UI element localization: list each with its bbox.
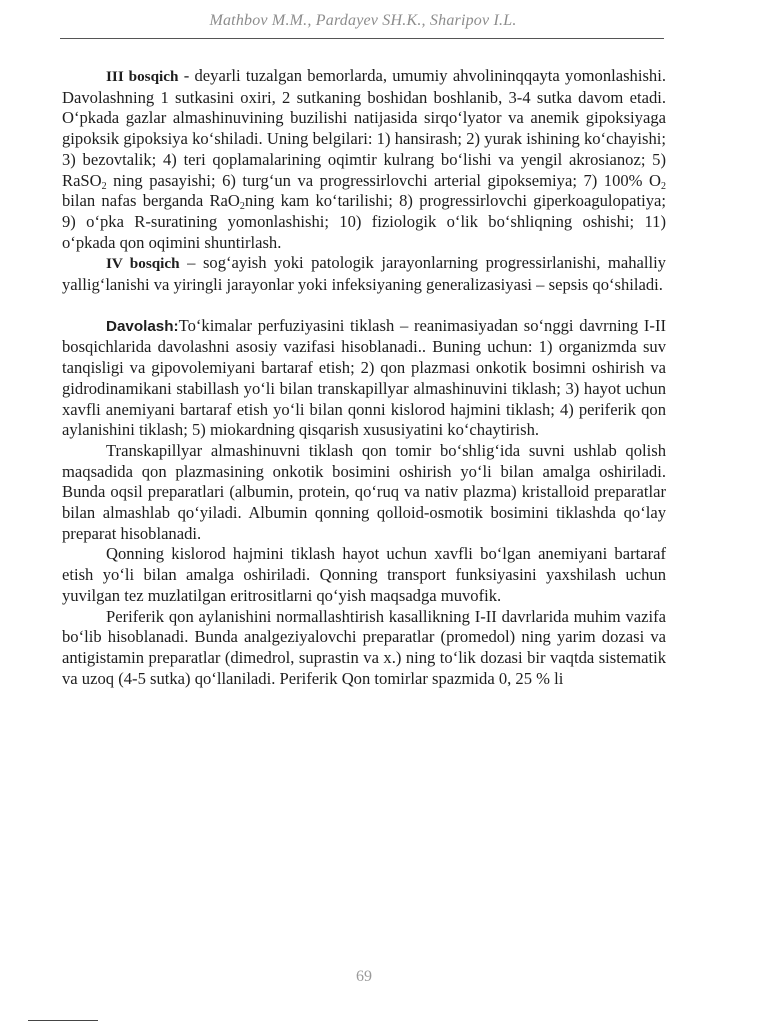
paragraph-peripheral-circulation: Periferik qon aylanishini normallashtirish kasallikning I-II davrlarida muhim vazifa bo‘lib hisoblanadi. Bunda analgeziyalovchi preparatlar (promedol) ning yarim dozasi va antigistamin preparatlar (dimedrol, suprastin va x.) ning to‘lik dozasi bir vaqtda sistematik va uzoq (4-5 sutka) qo‘llaniladi. Periferik Qon tomirlar spazmida 0, 25 % li	[62, 606, 666, 688]
stage-3-text-3: bilan nafas berganda RaO	[62, 191, 240, 211]
paragraph-stage-4	[62, 253, 666, 295]
treatment-text: To‘kimalar perfuziyasini tiklash – reanimasiyadan so‘nggi davrning I-II bosqichlarida davolashni asosiy vazifasi hisoblanadi.. Buning uchun: 1) organizmda suv tanqisligi va gipovolemiyani bartaraf etish; 2) qon plazmasi onkotik bosimni oshirish va gidrodinamikani stabillash yo‘li bilan transkapillyar almashinuvini tiklash; 3) hayot uchun xavfli anemiyani bartaraf etish yo‘li bilan qonni kislorod hajmini tiklash; 4) periferik qon aylanishini tiklash; 5) miokardning qisqarish xususiyatini ko‘chaytirish.	[62, 315, 666, 440]
stage-3-text: - deyarli tuzalgan bemorlarda, umumiy ahvolininqqayta yomonlashishi. Davolashning 1 sutkasini oxiri, 2 sutkaning boshidan boshlanib, 3-4 sutka davom etadi. O‘pkada gazlar almashinuvining buzilishi natijasida sirqo‘lyator va anemik gipoksiyaga gipoksik gipoksiya ko‘shiladi. Uning belgilari: 1) hansirash; 2) yurak ishining ko‘chayishi; 3) bezovtalik; 4) teri qoplamalarining oqimtir kulrang bo‘lishi va yengil akrosianoz; 5) RaSO	[62, 66, 666, 190]
stage-3-text-2: ning pasayishi; 6) turg‘un va progressirlovchi arterial gipoksemiya; 7) 100% O	[106, 170, 661, 190]
running-head: Mathbov M.M., Pardayev SH.K., Sharipov I.L.	[209, 12, 517, 29]
page-number: 69	[356, 968, 372, 985]
paragraph-transcapillary: Transkapillyar almashinuvni tiklash qon tomir bo‘shlig‘ida suvni ushlab qolish maqsadida qon plazmasining onkotik bosimini oshirish yo‘li bilan amalga oshiriladi. Bunda oqsil preparatlari (albumin, protein, qo‘ruq va nativ plazma) kristalloid preparatlar bilan almashlab qo‘yiladi. Albumin qonning qolloid-osmotik bosimini tiklashda qo‘lay preparat hisoblanadi.	[62, 440, 666, 543]
subscript-2-b: 2	[661, 180, 666, 192]
paragraph-stage-3	[62, 66, 666, 253]
stage-4-label: IV bosqich	[106, 255, 180, 273]
subscript-2-a: 2	[101, 180, 107, 192]
paragraph-oxygen-capacity: Qonning kislorod hajmini tiklash hayot uchun xavfli bo‘lgan anemiyani bartaraf etish yo‘li bilan amalga oshiriladi. Qonning transport funksiyasini yaxshilash uchun yuvilgan tez muzlatilgan eritrositlarni qo‘yish maqsadga muvofik.	[62, 544, 666, 605]
header-rule	[60, 38, 664, 39]
stage-3-label: III bosqich	[106, 68, 179, 85]
body-text	[62, 66, 666, 689]
subscript-2-c: 2	[239, 201, 245, 213]
footer-rule	[28, 1020, 98, 1021]
stage-3-text-4: ning kam ko‘tarilishi; 8) progressirlovchi giperkoagulopatiya; 9) o‘pka R-suratining yomonlashishi; 10) fiziologik o‘lik bo‘shliqning oshishi; 11) o‘pkada qon oqimini shuntirlash.	[62, 191, 666, 252]
stage-4-text: – sog‘ayish yoki patologik jarayonlarning progressirlanishi, mahalliy yallig‘lanishi va yiringli jarayonlar yoki infeksiyaning generalizasiyasi – sepsis qo‘shiladi.	[62, 253, 666, 295]
paragraph-treatment	[62, 316, 666, 441]
treatment-label: Davolash:	[106, 317, 179, 335]
